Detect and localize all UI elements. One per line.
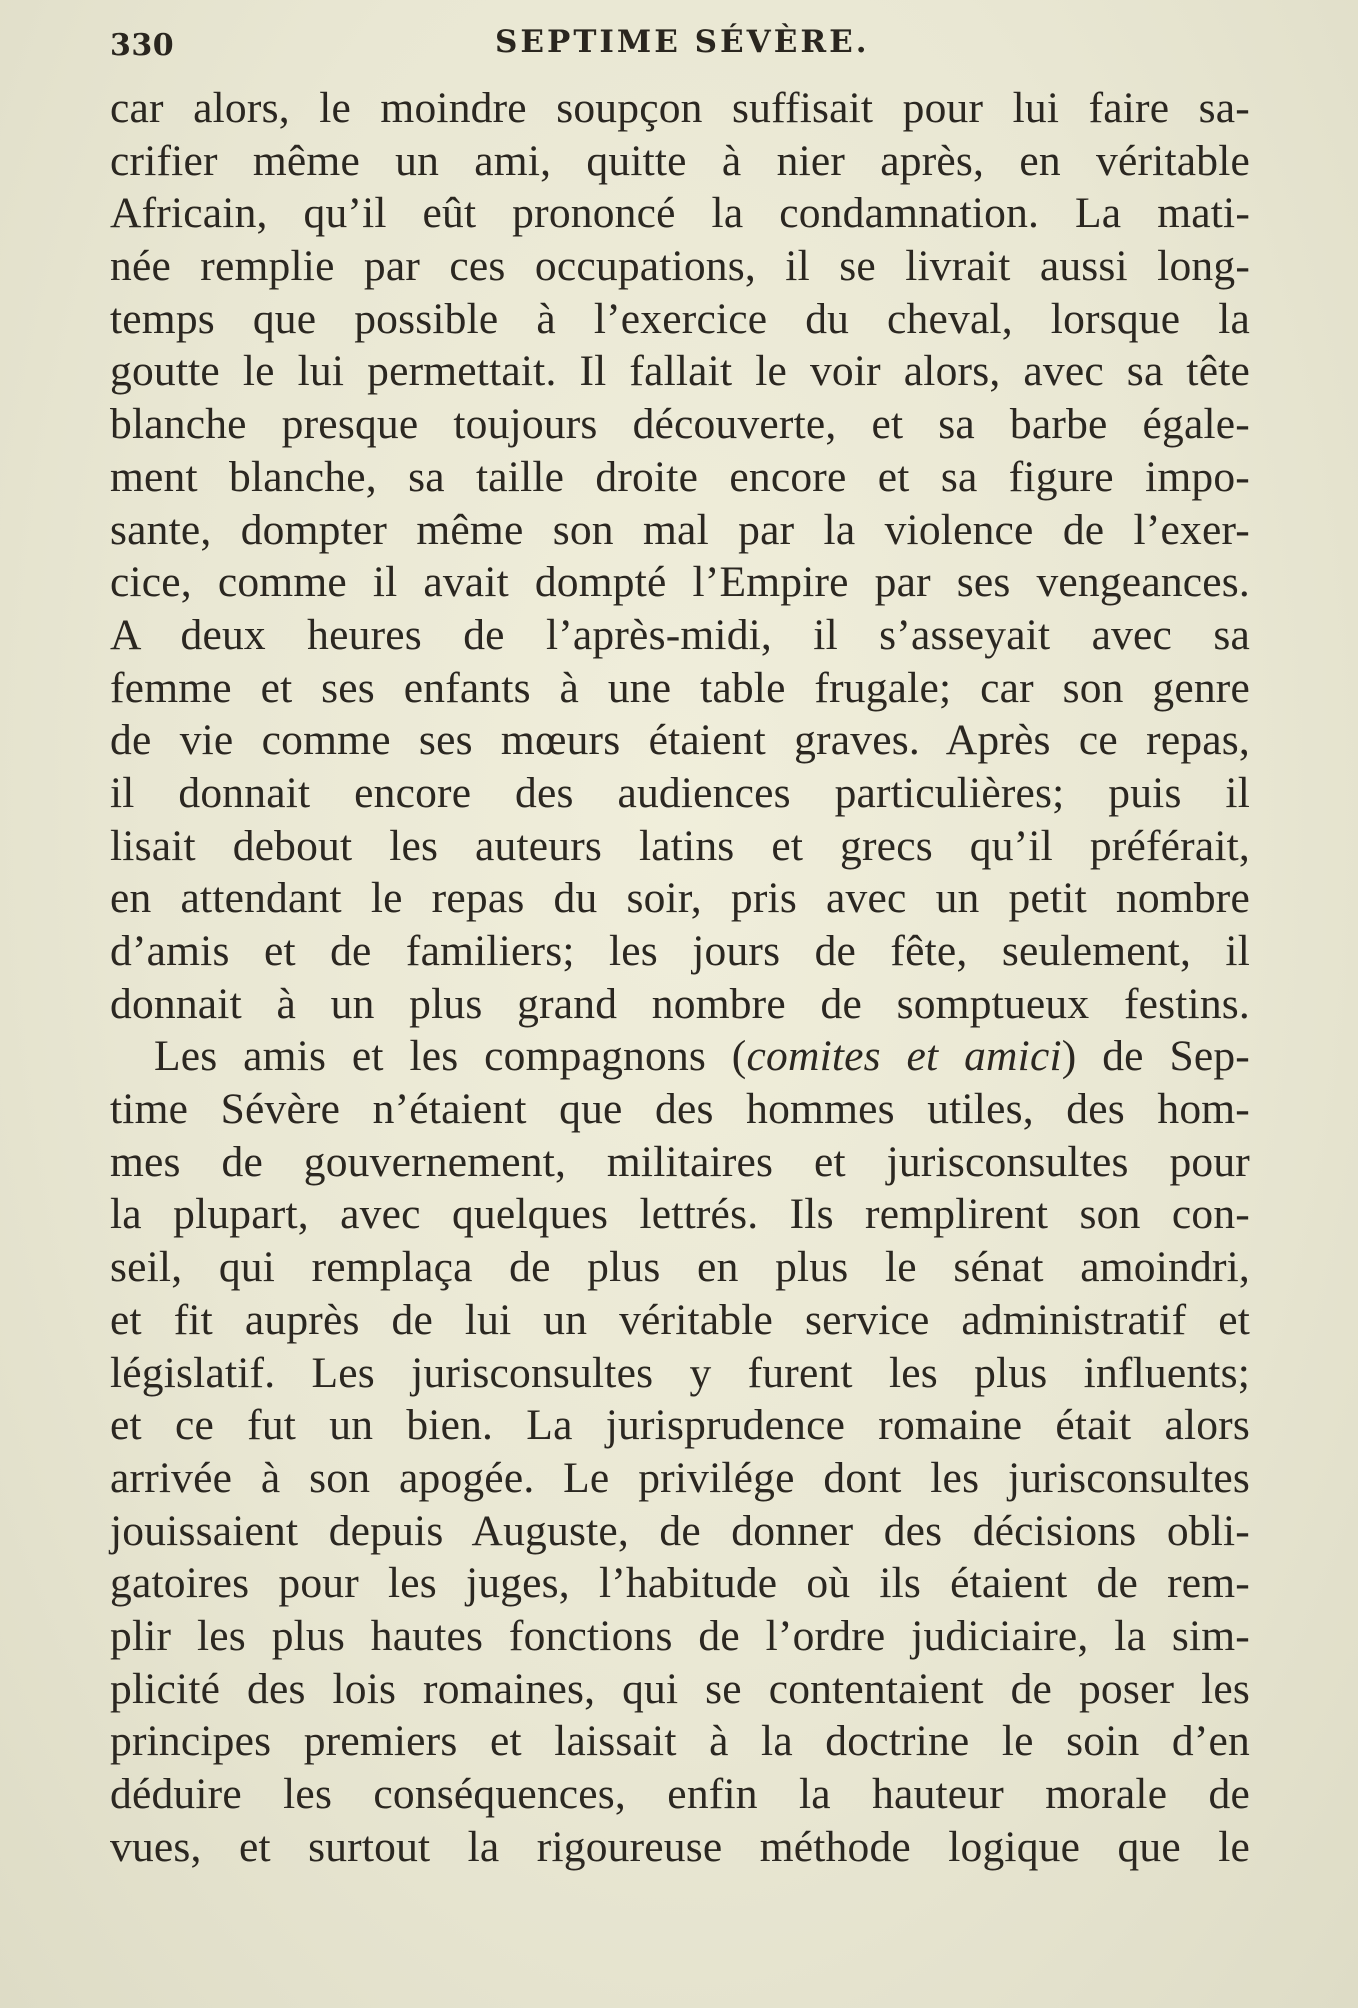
text-line: législatif. Les jurisconsultes y furent les plus influents; <box>110 1348 1250 1397</box>
text-line: time Sévère n’étaient que des hommes utiles, des hom- <box>110 1085 1250 1134</box>
text-line: et fit auprès de lui un véritable service administratif et <box>110 1295 1250 1344</box>
text-line: temps que possible à l’exercice du cheval, lorsque la <box>110 294 1250 343</box>
text-line: donnait à un plus grand nombre de somptueux festins. <box>110 979 1250 1028</box>
italic-phrase: comites et amici <box>746 1032 1062 1081</box>
text-line: en attendant le repas du soir, pris avec un petit nombre <box>110 874 1250 923</box>
text-line: blanche presque toujours découverte, et sa barbe égale- <box>110 400 1250 449</box>
text-line: plicité des lois romaines, qui se contentaient de poser les <box>110 1664 1250 1713</box>
text-line: la plupart, avec quelques lettrés. Ils remplirent son con- <box>110 1190 1250 1239</box>
text-line: sante, dompter même son mal par la violence de l’exer- <box>110 505 1250 554</box>
text-line: mes de gouvernement, militaires et jurisconsultes pour <box>110 1137 1250 1186</box>
page-number: 330 <box>110 28 175 63</box>
text-line: jouissaient depuis Auguste, de donner des décisions obli- <box>110 1506 1250 1555</box>
running-head: SEPTIME SÉVÈRE. <box>495 24 870 60</box>
text-line: née remplie par ces occupations, il se livrait aussi long- <box>110 242 1250 291</box>
text-line: plir les plus hautes fonctions de l’ordre judiciaire, la sim- <box>110 1611 1250 1660</box>
text-line: crifier même un ami, quitte à nier après, en véritable <box>110 136 1250 185</box>
paragraph-2 <box>110 1030 1250 1873</box>
text-line: car alors, le moindre soupçon suffisait pour lui faire sa- <box>110 84 1250 132</box>
text-line: vues, et surtout la rigoureuse méthode logique que le <box>110 1822 1250 1871</box>
text-line: Africain, qu’il eût prononcé la condamnation. La mati- <box>110 189 1250 238</box>
text-line: A deux heures de l’après-midi, il s’asseyait avec sa <box>110 610 1250 659</box>
text-line: gatoires pour les juges, l’habitude où ils étaient de rem- <box>110 1559 1250 1608</box>
text-line-with-italic: Les amis et les compagnons (comites et amici) de Sep- <box>154 1032 1250 1081</box>
text-line: déduire les conséquences, enfin la hauteur morale de <box>110 1770 1250 1818</box>
text-line: lisait debout les auteurs latins et grecs qu’il préférait, <box>110 821 1250 870</box>
text-line: principes premiers et laissait à la doctrine le soin d’en <box>110 1717 1250 1766</box>
paragraph-1 <box>110 82 1250 1030</box>
text-line: femme et ses enfants à une table frugale; car son genre <box>110 663 1250 712</box>
text-line: d’amis et de familiers; les jours de fête, seulement, il <box>110 927 1250 975</box>
text-line: seil, qui remplaça de plus en plus le sénat amoindri, <box>110 1243 1250 1292</box>
page-header <box>110 18 1250 78</box>
text-line: ment blanche, sa taille droite encore et sa figure impo- <box>110 452 1250 501</box>
text-line: de vie comme ses mœurs étaient graves. Après ce repas, <box>110 716 1250 765</box>
text-line: goutte le lui permettait. Il fallait le voir alors, avec sa tête <box>110 347 1250 396</box>
text-line: il donnait encore des audiences particulières; puis il <box>110 768 1250 817</box>
body-text <box>110 82 1250 1873</box>
text-line: et ce fut un bien. La jurisprudence romaine était alors <box>110 1401 1250 1450</box>
text-line: arrivée à son apogée. Le privilége dont les jurisconsultes <box>110 1453 1250 1502</box>
text-line: cice, comme il avait dompté l’Empire par ses vengeances. <box>110 558 1250 607</box>
